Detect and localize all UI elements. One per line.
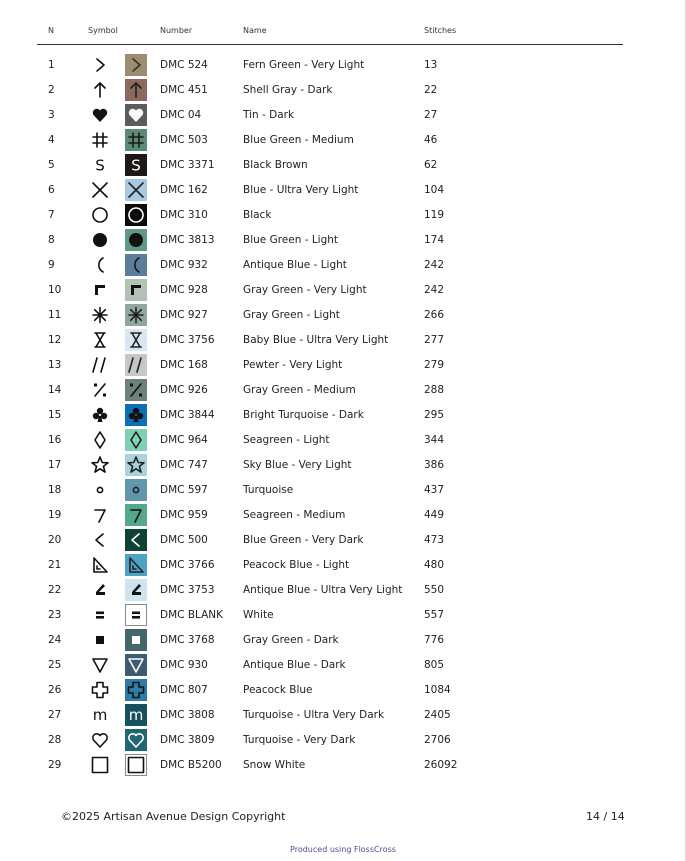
stitch-count: 242: [424, 284, 445, 296]
table-row: [0, 552, 686, 577]
floss-number: DMC 3809: [160, 734, 215, 746]
stitch-count: 62: [424, 159, 438, 171]
color-swatch: [125, 254, 147, 276]
table-row: [0, 302, 686, 327]
square-open-icon: [89, 754, 111, 776]
stitch-count: 279: [424, 359, 445, 371]
floss-number: DMC 807: [160, 684, 208, 696]
crescent-icon: [89, 254, 111, 276]
floss-name: Blue Green - Very Dark: [243, 534, 364, 546]
row-index: 9: [48, 259, 55, 271]
header-number: Number: [160, 26, 193, 35]
floss-number: DMC 168: [160, 359, 208, 371]
floss-number: DMC 927: [160, 309, 208, 321]
row-index: 10: [48, 284, 62, 296]
row-index: 12: [48, 334, 62, 346]
floss-number: DMC 3753: [160, 584, 215, 596]
header-symbol: Symbol: [88, 26, 118, 35]
floss-number: DMC B5200: [160, 759, 222, 771]
floss-number: DMC 503: [160, 134, 208, 146]
row-index: 18: [48, 484, 62, 496]
stitch-count: 22: [424, 84, 438, 96]
floss-name: Blue Green - Medium: [243, 134, 354, 146]
floss-number: DMC 3766: [160, 559, 215, 571]
row-index: 5: [48, 159, 55, 171]
floss-number: DMC 3813: [160, 234, 215, 246]
color-swatch: [125, 329, 147, 351]
table-row: [0, 127, 686, 152]
color-swatch: [125, 279, 147, 301]
svg-text:S: S: [131, 156, 141, 175]
stitch-count: 480: [424, 559, 445, 571]
table-row: [0, 677, 686, 702]
row-index: 28: [48, 734, 62, 746]
stitch-count: 295: [424, 409, 445, 421]
stitch-count: 266: [424, 309, 445, 321]
table-row: [0, 752, 686, 777]
table-row: [0, 477, 686, 502]
copyright-text: ©2025 Artisan Avenue Design Copyright: [61, 810, 286, 823]
floss-name: Shell Gray - Dark: [243, 84, 333, 96]
floss-number: DMC 3768: [160, 634, 215, 646]
stitch-count: 288: [424, 384, 445, 396]
color-swatch: [125, 704, 147, 726]
floss-name: Gray Green - Medium: [243, 384, 356, 396]
table-row: [0, 577, 686, 602]
stitch-count: 386: [424, 459, 445, 471]
triangle-down-icon: [89, 654, 111, 676]
floss-name: Turquoise - Very Dark: [243, 734, 356, 746]
stitch-count: 242: [424, 259, 445, 271]
header-name: Name: [243, 26, 267, 35]
svg-text:S: S: [95, 156, 105, 175]
table-row: [0, 627, 686, 652]
floss-name: Antique Blue - Ultra Very Light: [243, 584, 403, 596]
floss-number: DMC 597: [160, 484, 208, 496]
floss-name: Antique Blue - Dark: [243, 659, 346, 671]
cross-plus-icon: [89, 679, 111, 701]
row-index: 2: [48, 84, 55, 96]
table-row: [0, 352, 686, 377]
wedge-icon: [89, 579, 111, 601]
color-swatch: [125, 129, 147, 151]
seven-icon: [89, 504, 111, 526]
color-swatch: [125, 554, 147, 576]
row-index: 11: [48, 309, 62, 321]
floss-name: Seagreen - Light: [243, 434, 330, 446]
floss-name: White: [243, 609, 274, 621]
table-row: [0, 402, 686, 427]
color-swatch: [125, 179, 147, 201]
color-swatch: [125, 429, 147, 451]
table-row: [0, 427, 686, 452]
table-row: [0, 527, 686, 552]
floss-number: DMC 930: [160, 659, 208, 671]
club-icon: [89, 404, 111, 426]
color-swatch: [125, 629, 147, 651]
floss-number: DMC 162: [160, 184, 208, 196]
color-swatch: [125, 729, 147, 751]
floss-name: Blue - Ultra Very Light: [243, 184, 359, 196]
stitch-count: 557: [424, 609, 445, 621]
chevron-right-icon: [89, 54, 111, 76]
circle-filled-icon: [89, 229, 111, 251]
stitch-count: 277: [424, 334, 445, 346]
header-rule: [37, 44, 623, 45]
stitch-count: 2706: [424, 734, 451, 746]
floss-name: Gray Green - Very Light: [243, 284, 367, 296]
color-swatch: [125, 604, 147, 626]
color-swatch: [125, 104, 147, 126]
arrow-up-icon: [89, 79, 111, 101]
page-number: 14 / 14: [586, 810, 625, 823]
table-row: [0, 277, 686, 302]
floss-name: Peacock Blue: [243, 684, 313, 696]
table-row: [0, 152, 686, 177]
floss-name: Black Brown: [243, 159, 308, 171]
stitch-count: 27: [424, 109, 438, 121]
row-index: 14: [48, 384, 62, 396]
floss-name: Seagreen - Medium: [243, 509, 346, 521]
floss-name: Bright Turquoise - Dark: [243, 409, 364, 421]
triangle-ruler-icon: [89, 554, 111, 576]
hash-icon: [89, 129, 111, 151]
stitch-count: 776: [424, 634, 445, 646]
row-index: 16: [48, 434, 62, 446]
row-index: 25: [48, 659, 62, 671]
row-index: 21: [48, 559, 62, 571]
table-row: [0, 202, 686, 227]
row-index: 1: [48, 59, 55, 71]
floss-number: DMC 500: [160, 534, 208, 546]
table-row: [0, 452, 686, 477]
floss-number: DMC 928: [160, 284, 208, 296]
color-swatch: [125, 204, 147, 226]
chevron-left-icon: [89, 529, 111, 551]
color-swatch: [125, 404, 147, 426]
stitch-count: 805: [424, 659, 445, 671]
row-index: 15: [48, 409, 62, 421]
color-swatch: [125, 304, 147, 326]
floss-name: Blue Green - Light: [243, 234, 339, 246]
floss-number: DMC BLANK: [160, 609, 224, 621]
small-circle-icon: [89, 479, 111, 501]
stitch-count: 46: [424, 134, 438, 146]
row-index: 29: [48, 759, 62, 771]
hourglass-icon: [89, 329, 111, 351]
row-index: 27: [48, 709, 62, 721]
table-row: [0, 702, 686, 727]
floss-name: Gray Green - Dark: [243, 634, 339, 646]
letter-s-icon: [89, 154, 111, 176]
star-icon: [89, 454, 111, 476]
color-swatch: [125, 654, 147, 676]
floss-name: Sky Blue - Very Light: [243, 459, 352, 471]
floss-number: DMC 04: [160, 109, 202, 121]
table-row: [0, 227, 686, 252]
floss-name: Peacock Blue - Light: [243, 559, 350, 571]
floss-name: Snow White: [243, 759, 306, 771]
floss-number: DMC 3756: [160, 334, 215, 346]
floss-number: DMC 747: [160, 459, 208, 471]
color-swatch: [125, 529, 147, 551]
floss-number: DMC 451: [160, 84, 208, 96]
header-n: N: [48, 26, 54, 35]
color-swatch: [125, 79, 147, 101]
stitch-count: 437: [424, 484, 445, 496]
corner-icon: [89, 279, 111, 301]
floss-number: DMC 932: [160, 259, 208, 271]
floss-number: DMC 964: [160, 434, 208, 446]
color-swatch: [125, 54, 147, 76]
stitch-count: 550: [424, 584, 445, 596]
square-filled-icon: [89, 629, 111, 651]
stitch-count: 13: [424, 59, 438, 71]
header-stitches: Stitches: [424, 26, 457, 35]
table-row: [0, 327, 686, 352]
table-row: [0, 77, 686, 102]
table-row: [0, 652, 686, 677]
row-index: 13: [48, 359, 62, 371]
produced-by-text: Produced using FlossCross: [290, 845, 396, 854]
row-index: 20: [48, 534, 62, 546]
stitch-count: 119: [424, 209, 445, 221]
x-cross-icon: [89, 179, 111, 201]
stitch-count: 2405: [424, 709, 451, 721]
floss-name: Turquoise - Ultra Very Dark: [243, 709, 385, 721]
floss-table: [0, 52, 686, 777]
heart-filled-icon: [89, 104, 111, 126]
table-row: [0, 52, 686, 77]
floss-name: Baby Blue - Ultra Very Light: [243, 334, 389, 346]
table-row: [0, 252, 686, 277]
diamond-icon: [89, 429, 111, 451]
table-row: [0, 502, 686, 527]
asterisk-icon: [89, 304, 111, 326]
color-swatch: [125, 229, 147, 251]
table-row: [0, 602, 686, 627]
row-index: 22: [48, 584, 62, 596]
double-slash-icon: [89, 354, 111, 376]
percent-icon: [89, 379, 111, 401]
color-swatch: [125, 354, 147, 376]
row-index: 24: [48, 634, 62, 646]
row-index: 23: [48, 609, 62, 621]
stitch-count: 449: [424, 509, 445, 521]
color-swatch: [125, 154, 147, 176]
floss-number: DMC 3371: [160, 159, 215, 171]
row-index: 19: [48, 509, 62, 521]
floss-name: Turquoise: [243, 484, 294, 496]
color-swatch: [125, 754, 147, 776]
floss-name: Black: [243, 209, 272, 221]
floss-number: DMC 524: [160, 59, 208, 71]
svg-text:m: m: [92, 706, 108, 724]
color-swatch: [125, 679, 147, 701]
floss-name: Gray Green - Light: [243, 309, 340, 321]
floss-name: Fern Green - Very Light: [243, 59, 365, 71]
color-swatch: [125, 454, 147, 476]
stitch-count: 26092: [424, 759, 458, 771]
floss-number: DMC 959: [160, 509, 208, 521]
letter-m-icon: [89, 704, 111, 726]
stitch-count: 344: [424, 434, 445, 446]
floss-name: Antique Blue - Light: [243, 259, 347, 271]
stitch-count: 1084: [424, 684, 451, 696]
floss-number: DMC 926: [160, 384, 208, 396]
color-swatch: [125, 504, 147, 526]
table-row: [0, 377, 686, 402]
circle-open-icon: [89, 204, 111, 226]
floss-number: DMC 3844: [160, 409, 215, 421]
equals-icon: [89, 604, 111, 626]
stitch-count: 104: [424, 184, 445, 196]
row-index: 4: [48, 134, 55, 146]
heart-open-icon: [89, 729, 111, 751]
color-swatch: [125, 579, 147, 601]
row-index: 3: [48, 109, 55, 121]
row-index: 8: [48, 234, 55, 246]
floss-number: DMC 3808: [160, 709, 215, 721]
row-index: 26: [48, 684, 62, 696]
row-index: 17: [48, 459, 62, 471]
floss-number: DMC 310: [160, 209, 208, 221]
color-swatch: [125, 379, 147, 401]
table-row: [0, 727, 686, 752]
row-index: 6: [48, 184, 55, 196]
svg-text:m: m: [128, 706, 144, 724]
row-index: 7: [48, 209, 55, 221]
floss-name: Tin - Dark: [243, 109, 295, 121]
table-row: [0, 102, 686, 127]
color-swatch: [125, 479, 147, 501]
stitch-count: 473: [424, 534, 445, 546]
table-row: [0, 177, 686, 202]
stitch-count: 174: [424, 234, 445, 246]
floss-name: Pewter - Very Light: [243, 359, 343, 371]
